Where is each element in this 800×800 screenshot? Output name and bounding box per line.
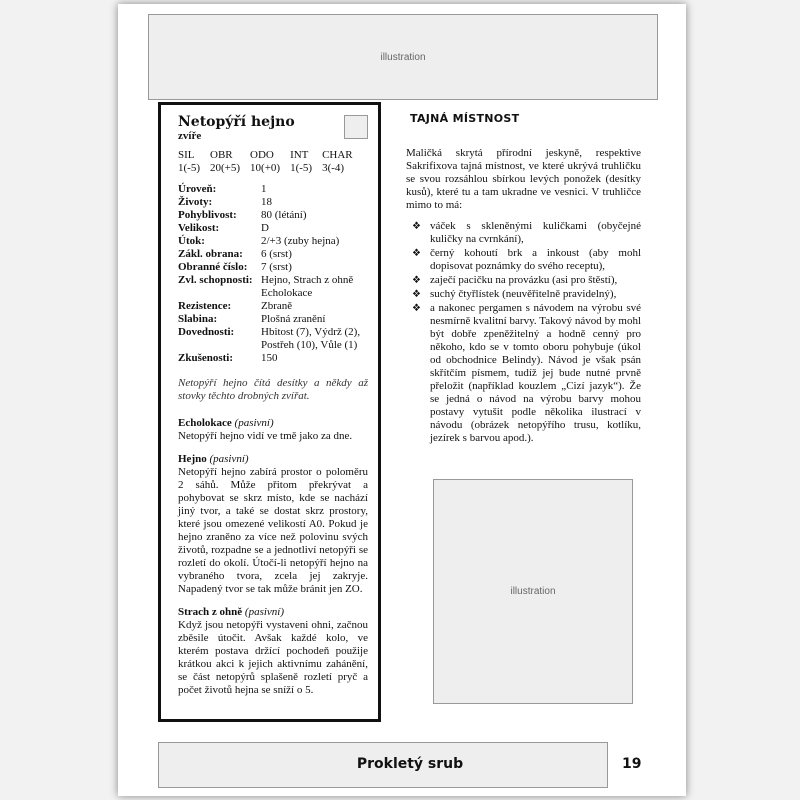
stat-row: Slabina: Plošná zranění: [178, 313, 326, 325]
feature-fear-of-fire: Strach z ohně (pasivní) Když jsou netopýři vystaveni ohni, začnou zběsile útočit. Avšak každé kolo, ve kterém postava držící pochodeň použije krátkou akci k jejich aktivnímu zahánění, se část netopýrů splašeně rozletí pryč a počet životů hejna se sníží o 5.: [178, 606, 368, 696]
header-illustration: illustration: [148, 14, 658, 100]
chest-contents-list: [406, 220, 641, 445]
stat-row: Útok: 2/+3 (zuby hejna): [178, 235, 340, 247]
list-item: ❖ černý kohoutí brk a inkoust (aby mohl dopisovat poznámky do svého receptu),: [430, 247, 641, 273]
creature-crest-icon: [344, 115, 368, 139]
document-page: [118, 4, 686, 796]
stat-row: Velikost: D: [178, 222, 269, 234]
stat-row: Zákl. obrana: 6 (srst): [178, 248, 292, 260]
chapter-title: Prokletý srub: [356, 756, 464, 772]
secret-room-section: [406, 112, 641, 446]
section-heading: TAJNÁ MÍSTNOST: [410, 112, 520, 125]
creature-name: Netopýří hejno: [178, 114, 295, 130]
feature-swarm: Hejno (pasivní) Netopýří hejno zabírá prostor o poloměru 2 sáhů. Může přitom překrývat a pohybovat se skrz místo, kde se nachází jiný tvor, a také se dostat skrz prostory, které jsou omezené velikostí A0. Pokud je hejno zraněno za více než polovinu svých životů, rozpadne se a jednotliví netopýři se rozletí do okolí. Útočí-li netopýří hejno na vybraného tvora, zcela jej zakryje. Napadený tvor se tak může bránit jen ZO.: [178, 453, 368, 595]
list-item: ❖ a nakonec pergamen s návodem na výrobu své nesmírně kvalitní barvy. Takový návod by mohl být dobře zpeněžitelný a hodně cenný pro někoho, kdo se v tomto oboru pohybuje (úkol od obchodnice Belindy). Návod je však psán skřítčím písmem, tudíž jej bude nutné prvně přeložit (například kouzlem „Cizí jazyk“). Že se jedná o návod na výrobu barvy mohou postavy vytušit podle několika ilustrací v návodu (obrázek netopýřího trusu, kotlíku, jezírek s barvou apod.).: [430, 302, 641, 445]
stats-list: [178, 183, 368, 365]
stat-row: Obranné číslo: 7 (srst): [178, 261, 292, 273]
stat-row: Dovednosti: Hbitost (7), Výdrž (2), Postřeh (10), Vůle (1): [178, 326, 361, 351]
list-item: ❖ zaječí pacičku na provázku (asi pro štěstí),: [430, 274, 641, 287]
stat-row: Úroveň: 1: [178, 183, 267, 195]
stat-row: Pohyblivost: 80 (létání): [178, 209, 307, 221]
stat-row: Rezistence: Zbraně: [178, 300, 293, 312]
attribute-obr: OBR 20(+5): [210, 149, 241, 174]
list-item: ❖ váček s skleněnými kuličkami (obyčejné kuličky na cvrnkání),: [430, 220, 641, 246]
flavor-text: Netopýří hejno čítá desítky a někdy až stovky těchto drobných zvířat.: [178, 377, 368, 402]
page-number: 19: [622, 756, 642, 772]
feature-echolocation: Echolokace (pasivní) Netopýří hejno vidí ve tmě jako za dne.: [178, 417, 353, 442]
stat-row: Zvl. schopnosti: Hejno, Strach z ohně Echolokace: [178, 274, 354, 299]
attribute-odo: ODO 10(+0): [250, 149, 281, 174]
attribute-row: [178, 149, 368, 175]
list-item: ❖ suchý čtyřlístek (neuvěřitelně pravidelný),: [430, 288, 641, 301]
attribute-int: INT 1(-5): [290, 149, 313, 174]
bat-swarm-illustration: illustration: [433, 479, 633, 704]
creature-type: zvíře: [178, 130, 202, 142]
attribute-char: CHAR 3(-4): [322, 149, 353, 174]
creature-stat-block: [158, 102, 381, 722]
stat-row: Životy: 18: [178, 196, 272, 208]
stat-row: Zkušenosti: 150: [178, 352, 278, 364]
attribute-sil: SIL 1(-5): [178, 149, 200, 174]
section-intro: Maličká skrytá přírodní jeskyně, respektive Sakrifixova tajná místnost, ve které ukrývá truhličku se svou rozsáhlou sbírkou levých ponožek (desítky kusů), které tu a tam ukradne ve vesnici. V truhličce mimo to má:: [406, 147, 641, 211]
